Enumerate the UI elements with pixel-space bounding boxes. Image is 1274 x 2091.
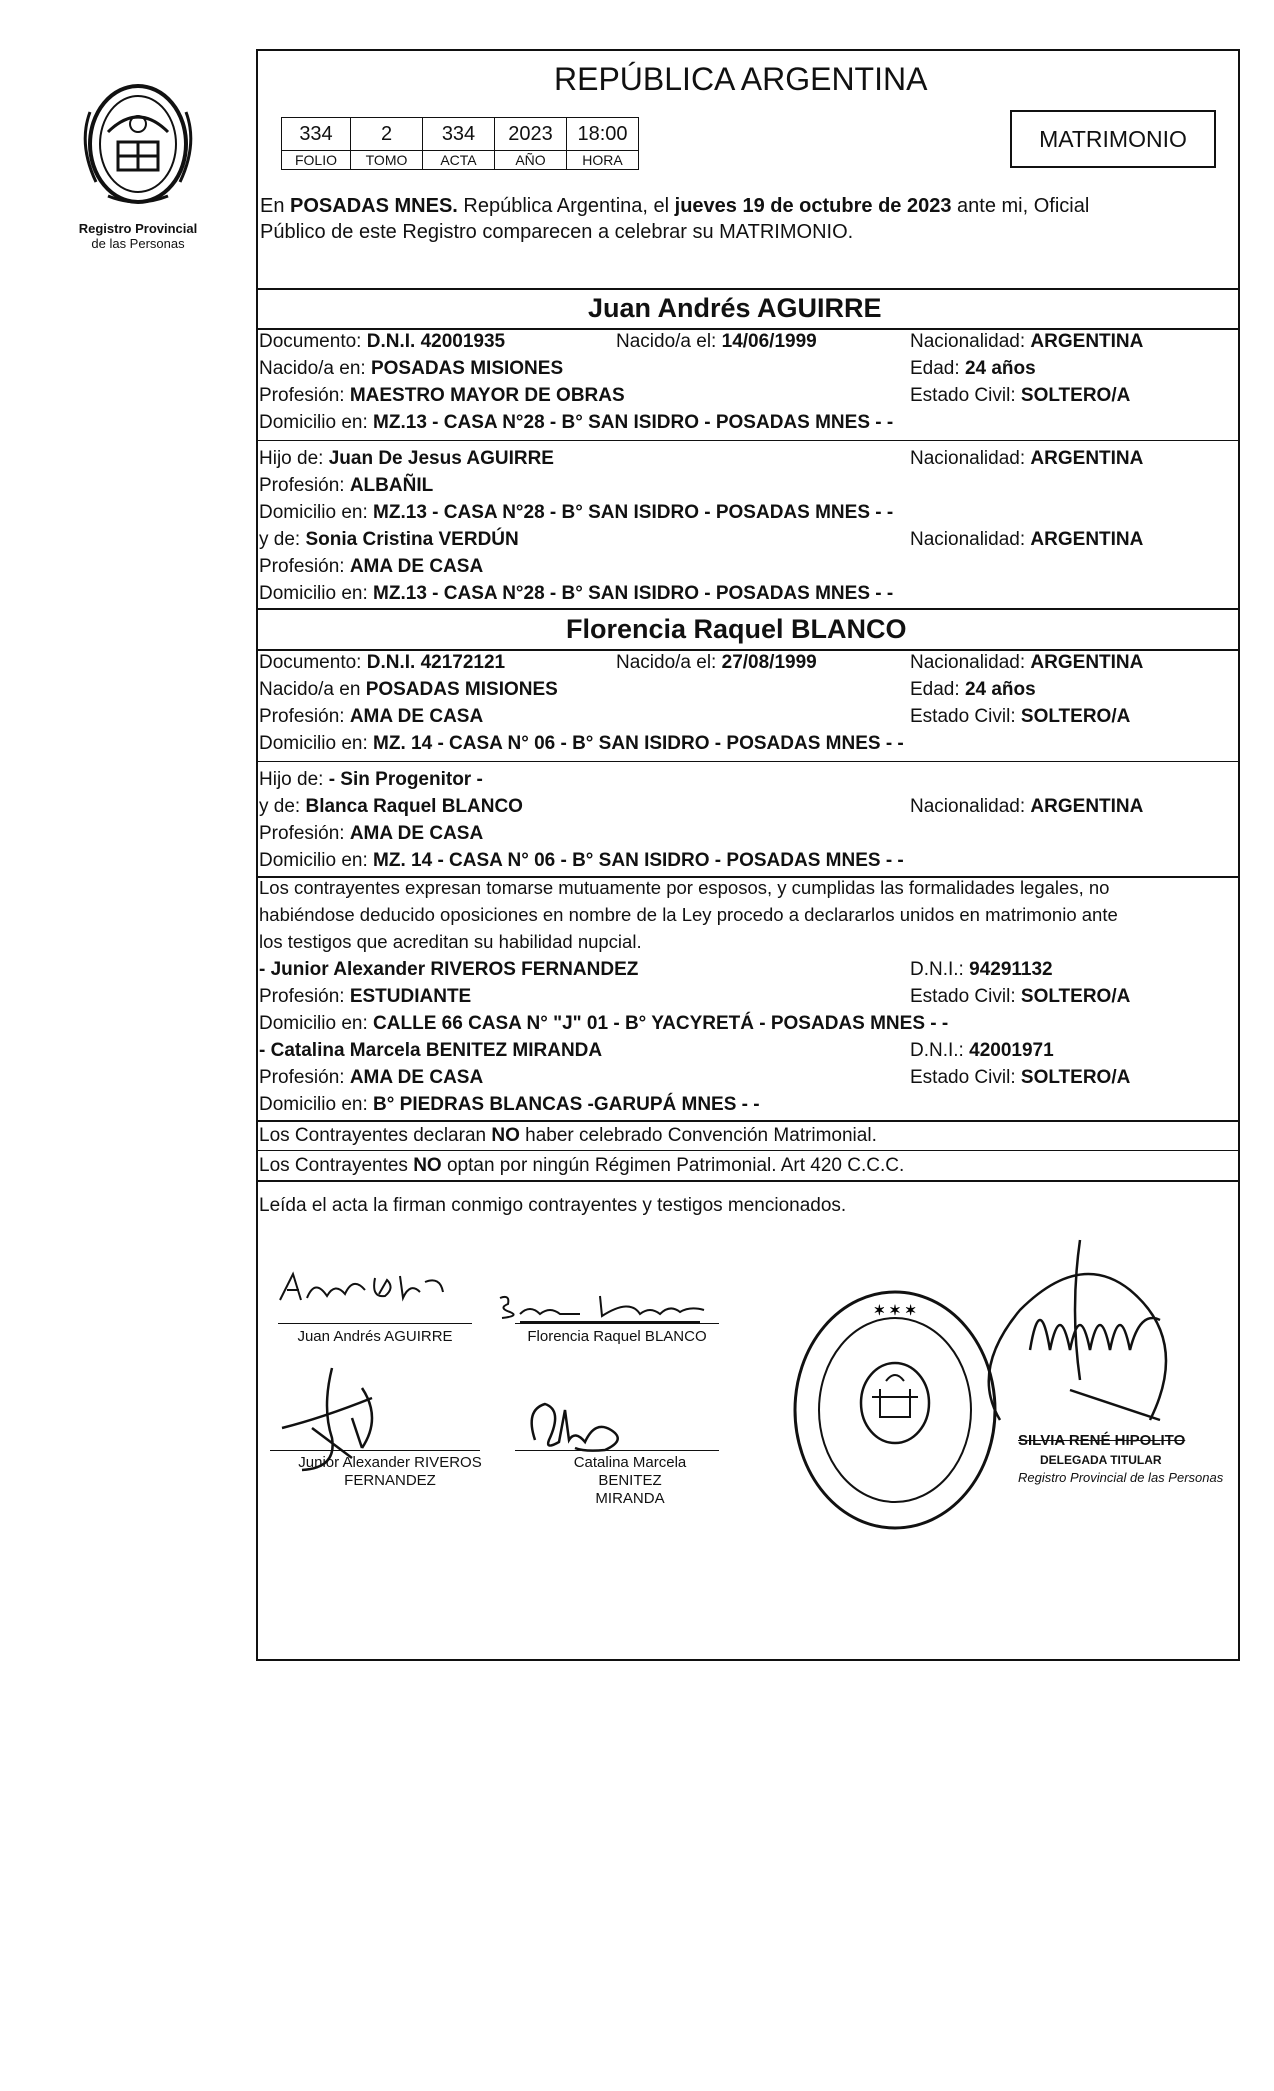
groom-father-profession: Profesión: ALBAÑIL — [259, 475, 434, 496]
bride-father: Hijo de: - Sin Progenitor - — [259, 769, 483, 790]
declaration-line2: habiéndose deducido oposiciones en nombre de la Ley procedo a declararlos unidos en matrimonio ante — [259, 904, 1118, 925]
bride-address: Domicilio en: MZ. 14 - CASA N° 06 - B° SAN ISIDRO - POSADAS MNES - - — [259, 733, 904, 754]
regime-note: Los Contrayentes NO optan por ningún Régimen Patrimonial. Art 420 C.C.C. — [259, 1155, 905, 1176]
record-type: MATRIMONIO — [1039, 125, 1187, 152]
acta-value: 334 — [423, 118, 495, 151]
bride-civil-status: Estado Civil: SOLTERO/A — [910, 706, 1131, 727]
groom-document: Documento: D.N.I. 42001935 — [259, 331, 506, 352]
intro-line1: En POSADAS MNES. República Argentina, el jueves 19 de octubre de 2023 ante mi, Oficial — [260, 195, 1090, 217]
bride-mother: y de: Blanca Raquel BLANCO — [259, 796, 523, 817]
svg-text:✶ ✶ ✶: ✶ ✶ ✶ — [873, 1302, 917, 1318]
groom-father-address: Domicilio en: MZ.13 - CASA N°28 - B° SAN ISIDRO - POSADAS MNES - - — [259, 502, 894, 523]
groom-father-nationality: Nacionalidad: ARGENTINA — [910, 448, 1144, 469]
witness2-name: - Catalina Marcela BENITEZ MIRANDA — [259, 1040, 603, 1061]
logo-line1: Registro Provincial — [78, 221, 198, 236]
declaration-line3: los testigos que acreditan su habilidad nupcial. — [259, 931, 642, 952]
groom-civil-status: Estado Civil: SOLTERO/A — [910, 385, 1131, 406]
intro-line2: Público de este Registro comparecen a celebrar su MATRIMONIO. — [260, 221, 854, 243]
groom-profession: Profesión: MAESTRO MAYOR DE OBRAS — [259, 385, 625, 406]
logo-line2: de las Personas — [91, 236, 185, 251]
record-type-box — [1010, 110, 1216, 168]
register-table — [281, 117, 639, 170]
declaration-line1: Los contrayentes expresan tomarse mutuamente por esposos, y cumplidas las formalidades legales, no — [259, 877, 1110, 898]
ano-value: 2023 — [495, 118, 567, 151]
bride-mother-nationality: Nacionalidad: ARGENTINA — [910, 796, 1144, 817]
hora-value: 18:00 — [567, 118, 639, 151]
bride-name: Florencia Raquel BLANCO — [566, 614, 907, 644]
groom-mother-profession: Profesión: AMA DE CASA — [259, 556, 484, 577]
groom-name: Juan Andrés AGUIRRE — [588, 293, 882, 323]
official-title: DELEGADA TITULAR — [1040, 1453, 1162, 1467]
witness1-profession: Profesión: ESTUDIANTE — [259, 986, 472, 1007]
folio-label: FOLIO — [282, 151, 351, 170]
folio-value: 334 — [282, 118, 351, 151]
witness2-profession: Profesión: AMA DE CASA — [259, 1067, 484, 1088]
witness1-civil-status: Estado Civil: SOLTERO/A — [910, 986, 1131, 1007]
bride-nationality: Nacionalidad: ARGENTINA — [910, 652, 1144, 673]
official-office: Registro Provincial de las Personas — [1018, 1470, 1224, 1485]
groom-born-date: Nacido/a el: 14/06/1999 — [616, 331, 817, 352]
bride-born-date: Nacido/a el: 27/08/1999 — [616, 652, 817, 673]
groom-age: Edad: 24 años — [910, 358, 1036, 379]
witness2-address: Domicilio en: B° PIEDRAS BLANCAS -GARUPÁ MNES - - — [259, 1094, 760, 1115]
bride-age: Edad: 24 años — [910, 679, 1036, 700]
bride-profession: Profesión: AMA DE CASA — [259, 706, 484, 727]
tomo-label: TOMO — [351, 151, 423, 170]
registry-logo — [68, 72, 208, 251]
groom-mother-nationality: Nacionalidad: ARGENTINA — [910, 529, 1144, 550]
witness1-dni: D.N.I.: 94291132 — [910, 959, 1053, 980]
bride-mother-address: Domicilio en: MZ. 14 - CASA N° 06 - B° SAN ISIDRO - POSADAS MNES - - — [259, 850, 904, 871]
bride-signature-label: Florencia Raquel BLANCO — [527, 1328, 707, 1345]
groom-born-in: Nacido/a en: POSADAS MISIONES — [259, 358, 564, 379]
groom-mother-address: Domicilio en: MZ.13 - CASA N°28 - B° SAN ISIDRO - POSADAS MNES - - — [259, 583, 894, 604]
groom-mother: y de: Sonia Cristina VERDÚN — [259, 529, 519, 550]
closing-text: Leída el acta la firman conmigo contrayentes y testigos mencionados. — [259, 1195, 847, 1216]
groom-nationality: Nacionalidad: ARGENTINA — [910, 331, 1144, 352]
groom-father: Hijo de: Juan De Jesus AGUIRRE — [259, 448, 554, 469]
witness1-name: - Junior Alexander RIVEROS FERNANDEZ — [259, 959, 639, 980]
bride-signature-icon — [490, 1290, 720, 1326]
witness1-signature-label: Junior Alexander RIVEROS FERNANDEZ — [298, 1454, 482, 1489]
witness2-civil-status: Estado Civil: SOLTERO/A — [910, 1067, 1131, 1088]
groom-signature-icon — [275, 1268, 455, 1308]
bride-born-in: Nacido/a en POSADAS MISIONES — [259, 679, 558, 700]
witness2-dni: D.N.I.: 42001971 — [910, 1040, 1054, 1061]
bride-mother-profession: Profesión: AMA DE CASA — [259, 823, 484, 844]
groom-address: Domicilio en: MZ.13 - CASA N°28 - B° SAN ISIDRO - POSADAS MNES - - — [259, 412, 894, 433]
official-name: SILVIA RENÉ HIPOLITO — [1018, 1432, 1186, 1449]
official-signature-icon — [960, 1230, 1210, 1450]
witness2-signature-label: Catalina Marcela BENITEZ MIRANDA — [573, 1454, 687, 1507]
acta-label: ACTA — [423, 151, 495, 170]
hora-label: HORA — [567, 151, 639, 170]
tomo-value: 2 — [351, 118, 423, 151]
ano-label: AÑO — [495, 151, 567, 170]
convention-note: Los Contrayentes declaran NO haber celebrado Convención Matrimonial. — [259, 1125, 877, 1146]
document-title: REPÚBLICA ARGENTINA — [554, 61, 928, 97]
coat-of-arms-icon — [68, 72, 208, 212]
witness1-address: Domicilio en: CALLE 66 CASA N° "J" 01 - B° YACYRETÁ - POSADAS MNES - - — [259, 1013, 949, 1034]
groom-signature-label: Juan Andrés AGUIRRE — [297, 1328, 453, 1345]
bride-document: Documento: D.N.I. 42172121 — [259, 652, 506, 673]
